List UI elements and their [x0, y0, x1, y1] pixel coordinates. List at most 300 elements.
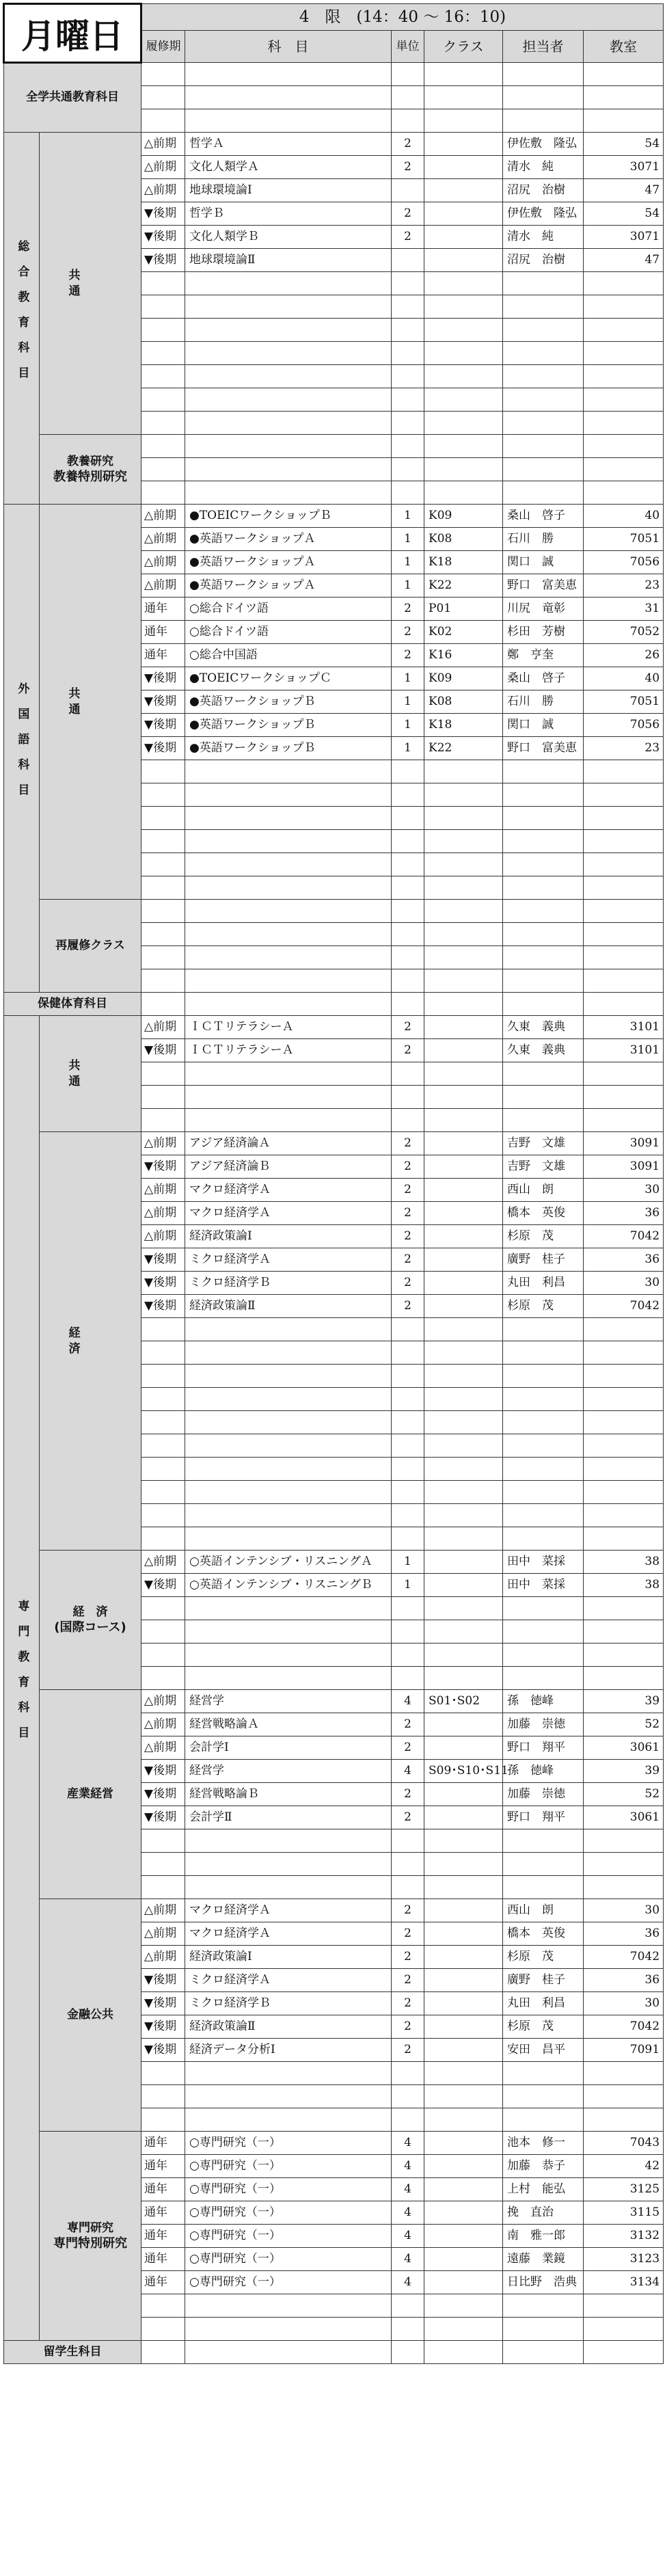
cell-unit: 2	[392, 133, 424, 156]
cell-teacher: 廣野 桂子	[503, 1969, 584, 1992]
empty-cell	[392, 458, 424, 481]
table-row	[4, 1132, 664, 1155]
subgroup-label: 経 済	[72, 1605, 108, 1619]
empty-cell	[503, 1318, 584, 1341]
cell-term: △前期	[141, 1946, 185, 1969]
empty-cell	[584, 1388, 664, 1411]
empty-cell	[185, 1876, 392, 1899]
cell-class	[424, 2225, 503, 2248]
empty-cell	[584, 923, 664, 946]
empty-cell	[141, 1411, 185, 1434]
cell-teacher: 吉野 文雄	[503, 1155, 584, 1179]
day-title: 月曜日	[4, 4, 141, 63]
empty-cell	[584, 900, 664, 923]
empty-cell	[141, 342, 185, 365]
cell-room: 30	[584, 1179, 664, 1202]
empty-cell	[185, 2341, 392, 2364]
empty-cell	[584, 830, 664, 853]
empty-cell	[503, 272, 584, 295]
empty-cell	[424, 2294, 503, 2318]
subgroup-label: 経 済	[68, 1326, 155, 1356]
cell-class: S09･S10･S11	[424, 1760, 503, 1783]
cell-room: 3125	[584, 2178, 664, 2201]
subgroup-kinyuu	[40, 1899, 141, 2132]
empty-row	[4, 993, 664, 1016]
cell-room: 3101	[584, 1016, 664, 1039]
empty-cell	[424, 319, 503, 342]
cell-subject: ○専門研究（一）	[185, 2271, 392, 2294]
cell-unit: 1	[392, 714, 424, 737]
table-row	[4, 1899, 664, 1922]
cell-room: 52	[584, 1783, 664, 1806]
empty-cell	[424, 1434, 503, 1458]
empty-cell	[185, 1411, 392, 1434]
empty-cell	[392, 2085, 424, 2108]
empty-cell	[503, 760, 584, 783]
empty-cell	[424, 86, 503, 109]
cell-room: 40	[584, 667, 664, 690]
empty-cell	[503, 1086, 584, 1109]
empty-cell	[392, 319, 424, 342]
empty-cell	[392, 388, 424, 412]
empty-cell	[584, 876, 664, 900]
cell-unit: 4	[392, 2271, 424, 2294]
empty-cell	[392, 435, 424, 458]
empty-cell	[503, 435, 584, 458]
empty-cell	[185, 1318, 392, 1341]
cell-term: △前期	[141, 1899, 185, 1922]
cell-term: ▼後期	[141, 1272, 185, 1295]
cell-room: 3134	[584, 2271, 664, 2294]
empty-cell	[584, 319, 664, 342]
cell-class	[424, 1551, 503, 1574]
empty-cell	[503, 2341, 584, 2364]
cell-unit: 2	[392, 598, 424, 621]
cell-class: S01･S02	[424, 1690, 503, 1713]
cell-unit: 2	[392, 1736, 424, 1760]
cell-subject: マクロ経済学Ａ	[185, 1179, 392, 1202]
section-gaikoku-label: 外国語科目	[15, 682, 29, 809]
cell-class	[424, 179, 503, 202]
cell-subject: 哲学Ｂ	[185, 202, 392, 226]
empty-cell	[424, 458, 503, 481]
empty-cell	[503, 1434, 584, 1458]
empty-cell	[503, 807, 584, 830]
cell-subject: 哲学Ａ	[185, 133, 392, 156]
header-unit: 単位	[392, 31, 424, 63]
cell-room: 23	[584, 737, 664, 760]
empty-cell	[424, 1062, 503, 1086]
cell-term: △前期	[141, 1690, 185, 1713]
empty-cell	[185, 295, 392, 319]
cell-room: 7091	[584, 2039, 664, 2062]
empty-cell	[141, 2062, 185, 2085]
cell-subject: アジア経済論Ａ	[185, 1132, 392, 1155]
empty-cell	[141, 1853, 185, 1876]
empty-cell	[424, 1667, 503, 1690]
cell-class	[424, 1179, 503, 1202]
cell-term: 通年	[141, 2271, 185, 2294]
cell-unit: 2	[392, 1155, 424, 1179]
empty-cell	[503, 1597, 584, 1620]
cell-term: △前期	[141, 505, 185, 528]
empty-cell	[185, 1109, 392, 1132]
empty-cell	[185, 1853, 392, 1876]
cell-term: ▼後期	[141, 1992, 185, 2015]
cell-class	[424, 1574, 503, 1597]
empty-cell	[185, 830, 392, 853]
cell-term: 通年	[141, 621, 185, 644]
cell-unit: 2	[392, 1248, 424, 1272]
cell-term: △前期	[141, 551, 185, 574]
empty-cell	[185, 435, 392, 458]
empty-cell	[503, 365, 584, 388]
empty-cell	[392, 1527, 424, 1551]
cell-unit: 1	[392, 737, 424, 760]
empty-cell	[185, 86, 392, 109]
cell-teacher: 鄭 亨奎	[503, 644, 584, 667]
section-senmon	[4, 1016, 40, 2341]
empty-cell	[392, 969, 424, 993]
cell-unit	[392, 249, 424, 272]
empty-cell	[584, 295, 664, 319]
empty-cell	[584, 1365, 664, 1388]
empty-cell	[392, 365, 424, 388]
empty-cell	[584, 853, 664, 876]
table-row	[4, 1690, 664, 1713]
empty-cell	[141, 412, 185, 435]
empty-cell	[503, 1341, 584, 1365]
cell-subject: ○総合ドイツ語	[185, 598, 392, 621]
empty-cell	[392, 1876, 424, 1899]
cell-unit: 4	[392, 2248, 424, 2271]
empty-cell	[185, 1620, 392, 1643]
subgroup-keizai	[40, 1132, 155, 1551]
cell-term: 通年	[141, 2132, 185, 2155]
cell-teacher: 南 雅一郎	[503, 2225, 584, 2248]
cell-teacher: 関口 誠	[503, 714, 584, 737]
empty-cell	[424, 1643, 503, 1667]
cell-teacher: 川尻 竜彰	[503, 598, 584, 621]
header-class: クラス	[424, 31, 503, 63]
empty-cell	[424, 853, 503, 876]
cell-subject: 地球環境論Ⅱ	[185, 249, 392, 272]
empty-cell	[584, 2062, 664, 2085]
cell-class: K18	[424, 551, 503, 574]
cell-unit: 4	[392, 2178, 424, 2201]
cell-term: △前期	[141, 574, 185, 598]
empty-cell	[584, 1527, 664, 1551]
cell-teacher: 丸田 利昌	[503, 1992, 584, 2015]
cell-class	[424, 1736, 503, 1760]
empty-cell	[424, 900, 503, 923]
cell-teacher: 野口 翔平	[503, 1736, 584, 1760]
cell-class	[424, 1132, 503, 1155]
empty-cell	[185, 412, 392, 435]
empty-cell	[185, 481, 392, 505]
cell-subject: ミクロ経済学Ａ	[185, 1248, 392, 1272]
empty-cell	[424, 830, 503, 853]
cell-class: K16	[424, 644, 503, 667]
cell-subject: ○英語インテンシブ・リスニングＢ	[185, 1574, 392, 1597]
empty-cell	[141, 319, 185, 342]
cell-term: ▼後期	[141, 1783, 185, 1806]
cell-term: ▼後期	[141, 226, 185, 249]
cell-room: 7042	[584, 1946, 664, 1969]
empty-cell	[392, 1434, 424, 1458]
empty-cell	[141, 1388, 185, 1411]
cell-teacher: 孫 徳峰	[503, 1690, 584, 1713]
cell-term: 通年	[141, 2248, 185, 2271]
empty-cell	[185, 1527, 392, 1551]
cell-room: 39	[584, 1760, 664, 1783]
empty-cell	[584, 1667, 664, 1690]
empty-cell	[503, 458, 584, 481]
cell-class	[424, 1783, 503, 1806]
empty-cell	[185, 388, 392, 412]
cell-subject: 経済政策論Ⅰ	[185, 1946, 392, 1969]
cell-room: 7052	[584, 621, 664, 644]
empty-cell	[584, 435, 664, 458]
empty-cell	[185, 783, 392, 807]
cell-class	[424, 1016, 503, 1039]
cell-subject: 経済政策論Ⅱ	[185, 2015, 392, 2039]
empty-cell	[584, 1318, 664, 1341]
cell-room: 39	[584, 1690, 664, 1713]
cell-room: 7051	[584, 690, 664, 714]
empty-cell	[503, 1481, 584, 1504]
cell-teacher: 遠藤 業鏡	[503, 2248, 584, 2271]
cell-class: K08	[424, 528, 503, 551]
empty-cell	[424, 2062, 503, 2085]
cell-teacher: 吉野 文雄	[503, 1132, 584, 1155]
empty-cell	[141, 1504, 185, 1527]
table-row	[4, 505, 664, 528]
cell-room: 3115	[584, 2201, 664, 2225]
empty-cell	[503, 63, 584, 86]
empty-cell	[424, 1504, 503, 1527]
cell-class	[424, 2201, 503, 2225]
empty-cell	[392, 853, 424, 876]
empty-cell	[584, 1829, 664, 1853]
cell-room: 42	[584, 2155, 664, 2178]
empty-cell	[424, 1411, 503, 1434]
empty-cell	[392, 2108, 424, 2132]
cell-term: ▼後期	[141, 1574, 185, 1597]
cell-term: 通年	[141, 2225, 185, 2248]
cell-room: 3061	[584, 1736, 664, 1760]
cell-class: P01	[424, 598, 503, 621]
empty-cell	[392, 342, 424, 365]
empty-cell	[141, 458, 185, 481]
cell-room: 36	[584, 1248, 664, 1272]
empty-cell	[424, 2085, 503, 2108]
empty-cell	[141, 2318, 185, 2341]
empty-cell	[424, 2341, 503, 2364]
empty-cell	[141, 63, 185, 86]
empty-cell	[141, 2108, 185, 2132]
empty-cell	[392, 86, 424, 109]
empty-cell	[392, 993, 424, 1016]
cell-term: 通年	[141, 598, 185, 621]
empty-cell	[185, 1643, 392, 1667]
empty-row	[4, 900, 664, 923]
empty-cell	[503, 2318, 584, 2341]
empty-cell	[584, 109, 664, 133]
cell-class	[424, 1225, 503, 1248]
cell-unit: 4	[392, 2225, 424, 2248]
cell-teacher: 杉田 芳樹	[503, 621, 584, 644]
empty-cell	[392, 1109, 424, 1132]
cell-subject: 文化人類学Ａ	[185, 156, 392, 179]
cell-unit: 1	[392, 667, 424, 690]
empty-cell	[503, 900, 584, 923]
empty-cell	[141, 1643, 185, 1667]
empty-cell	[503, 853, 584, 876]
cell-room: 3101	[584, 1039, 664, 1062]
empty-cell	[185, 1667, 392, 1690]
cell-teacher: 杉原 茂	[503, 1225, 584, 1248]
empty-row	[4, 435, 664, 458]
empty-cell	[584, 1062, 664, 1086]
empty-cell	[424, 1597, 503, 1620]
cell-room: 30	[584, 1899, 664, 1922]
empty-cell	[584, 993, 664, 1016]
cell-room: 54	[584, 133, 664, 156]
cell-subject: マクロ経済学Ａ	[185, 1922, 392, 1946]
header-term: 履修期	[141, 31, 185, 63]
cell-subject: ○専門研究（一）	[185, 2132, 392, 2155]
empty-cell	[503, 1109, 584, 1132]
empty-cell	[185, 109, 392, 133]
cell-class: K09	[424, 667, 503, 690]
cell-teacher: 桑山 啓子	[503, 505, 584, 528]
cell-unit: 4	[392, 1760, 424, 1783]
subgroup-sublabel: 教養特別研究	[53, 469, 127, 484]
empty-cell	[584, 2341, 664, 2364]
cell-teacher: 日比野 浩典	[503, 2271, 584, 2294]
cell-class	[424, 2015, 503, 2039]
cell-subject: ○英語インテンシブ・リスニングＡ	[185, 1551, 392, 1574]
cell-subject: ●英語ワークショップＡ	[185, 528, 392, 551]
cell-unit: 2	[392, 1969, 424, 1992]
empty-cell	[185, 342, 392, 365]
cell-term: ▼後期	[141, 667, 185, 690]
cell-class	[424, 2271, 503, 2294]
empty-cell	[424, 1620, 503, 1643]
cell-class	[424, 1806, 503, 1829]
cell-subject: 経営戦略論Ａ	[185, 1713, 392, 1736]
cell-subject: ＩＣＴリテラシーＡ	[185, 1016, 392, 1039]
cell-teacher: 安田 昌平	[503, 2039, 584, 2062]
cell-room: 31	[584, 598, 664, 621]
cell-teacher: 田中 菜採	[503, 1551, 584, 1574]
empty-cell	[185, 2085, 392, 2108]
cell-unit: 2	[392, 1946, 424, 1969]
empty-cell	[185, 807, 392, 830]
section-ryuugaku: 留学生科目	[4, 2341, 141, 2364]
cell-unit: 2	[392, 644, 424, 667]
empty-cell	[584, 388, 664, 412]
empty-cell	[185, 1388, 392, 1411]
empty-cell	[141, 993, 185, 1016]
empty-cell	[141, 830, 185, 853]
cell-subject: マクロ経済学Ａ	[185, 1899, 392, 1922]
empty-cell	[392, 1458, 424, 1481]
empty-cell	[141, 2085, 185, 2108]
cell-term: ▼後期	[141, 1295, 185, 1318]
cell-subject: 経営学	[185, 1760, 392, 1783]
cell-unit: 2	[392, 1806, 424, 1829]
empty-cell	[185, 1062, 392, 1086]
cell-term: ▼後期	[141, 1760, 185, 1783]
empty-cell	[503, 969, 584, 993]
cell-subject: ●TOEICワークショップＣ	[185, 667, 392, 690]
header-subject: 科 目	[185, 31, 392, 63]
empty-cell	[584, 760, 664, 783]
cell-term: △前期	[141, 1225, 185, 1248]
cell-class	[424, 1248, 503, 1272]
cell-subject: ●英語ワークショップＡ	[185, 574, 392, 598]
cell-subject: ●英語ワークショップＢ	[185, 690, 392, 714]
subgroup-label: 金融公共	[67, 2008, 113, 2022]
cell-subject: 経営戦略論Ｂ	[185, 1783, 392, 1806]
cell-subject: ＩＣＴリテラシーＡ	[185, 1039, 392, 1062]
empty-cell	[503, 783, 584, 807]
empty-cell	[424, 876, 503, 900]
empty-cell	[392, 1318, 424, 1341]
empty-cell	[584, 458, 664, 481]
empty-cell	[141, 1341, 185, 1365]
section-sougou	[4, 133, 40, 505]
cell-class	[424, 1202, 503, 1225]
empty-cell	[584, 1643, 664, 1667]
empty-cell	[185, 2318, 392, 2341]
empty-cell	[584, 2108, 664, 2132]
empty-cell	[503, 109, 584, 133]
section-senmon-label: 専門教育科目	[15, 1599, 29, 1752]
subgroup-label: 共 通	[68, 269, 155, 298]
cell-unit: 2	[392, 1016, 424, 1039]
empty-cell	[141, 1667, 185, 1690]
empty-cell	[503, 2294, 584, 2318]
cell-class: K22	[424, 737, 503, 760]
subgroup-kenkyuu	[40, 2132, 141, 2341]
cell-subject: ●英語ワークショップＡ	[185, 551, 392, 574]
empty-cell	[424, 63, 503, 86]
cell-unit: 1	[392, 528, 424, 551]
cell-subject: ○専門研究（一）	[185, 2201, 392, 2225]
cell-term: △前期	[141, 156, 185, 179]
cell-unit: 2	[392, 1179, 424, 1202]
empty-cell	[584, 783, 664, 807]
cell-teacher: 橋本 英俊	[503, 1922, 584, 1946]
cell-class	[424, 2132, 503, 2155]
empty-cell	[503, 2085, 584, 2108]
cell-unit: 2	[392, 1132, 424, 1155]
empty-cell	[392, 830, 424, 853]
empty-cell	[503, 923, 584, 946]
empty-cell	[424, 1365, 503, 1388]
empty-cell	[141, 1527, 185, 1551]
cell-unit: 4	[392, 2201, 424, 2225]
cell-class	[424, 1922, 503, 1946]
cell-class	[424, 1295, 503, 1318]
cell-teacher: 石川 勝	[503, 690, 584, 714]
cell-teacher: 桑山 啓子	[503, 667, 584, 690]
empty-cell	[584, 481, 664, 505]
cell-subject: ○専門研究（一）	[185, 2248, 392, 2271]
